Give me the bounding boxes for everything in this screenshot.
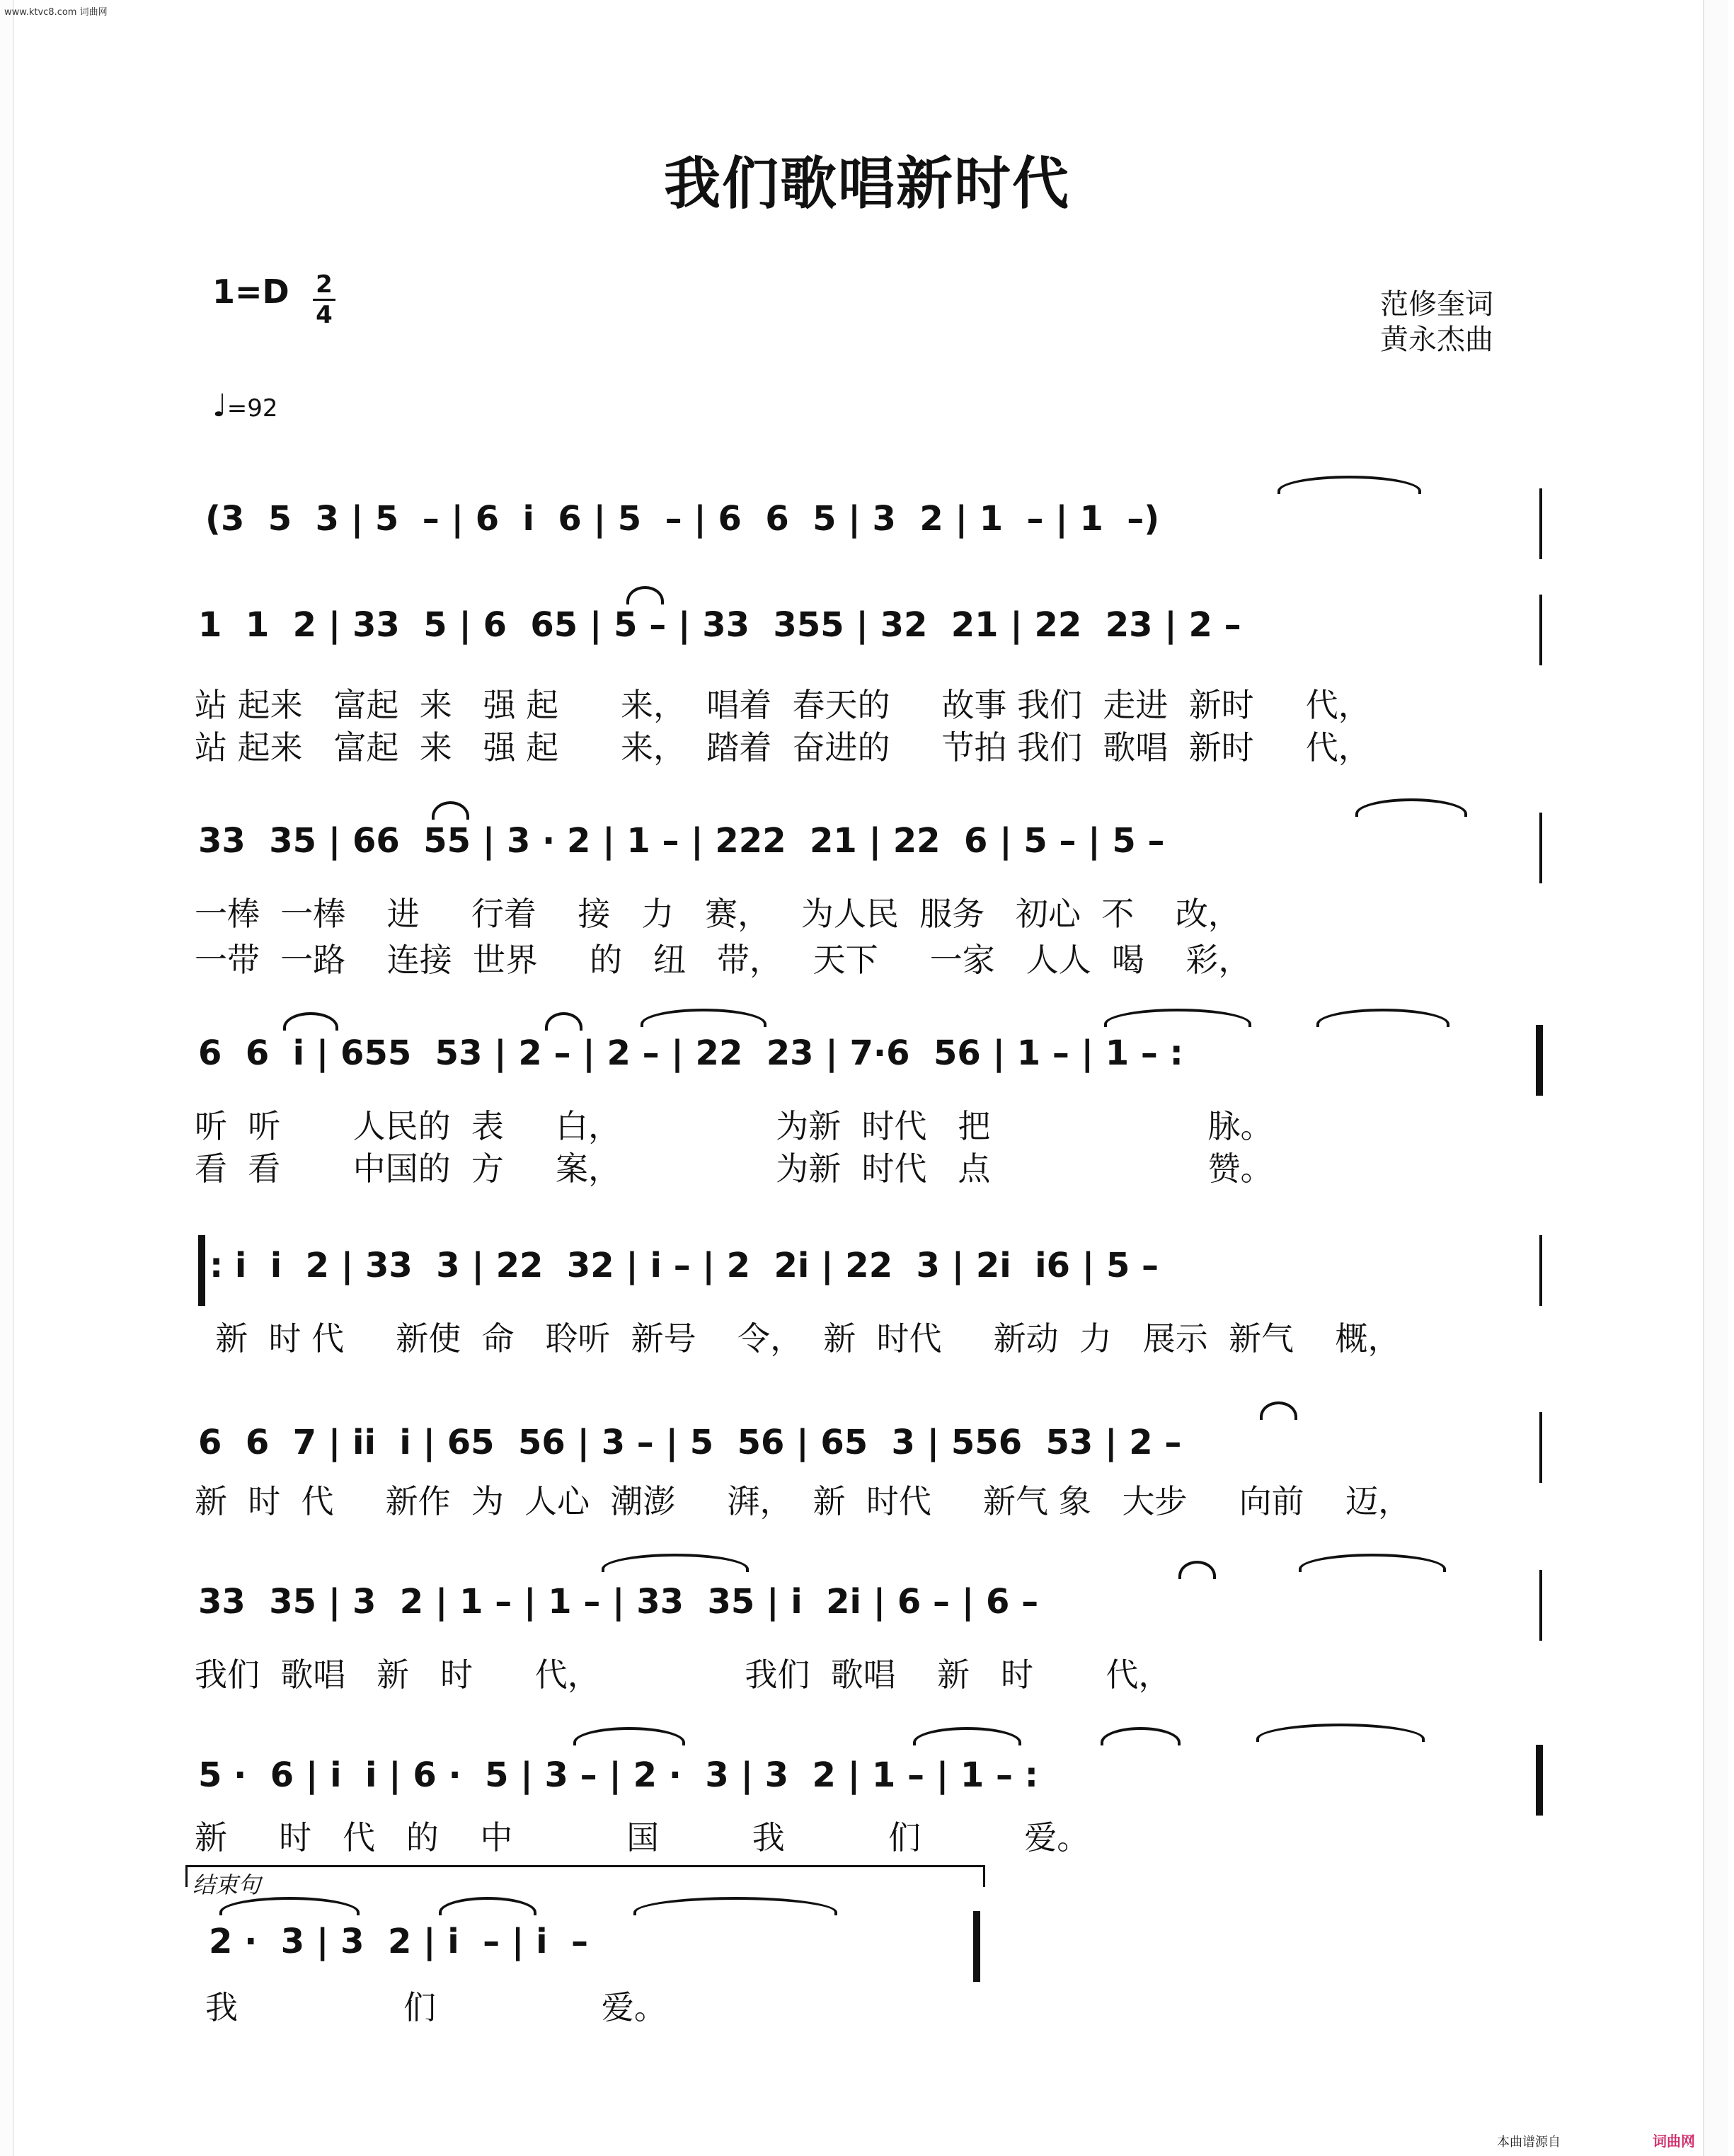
tie	[1178, 1561, 1216, 1579]
tempo-marking	[212, 388, 278, 424]
ending-notes: 2 · 3 | 3 2 | i – | i –	[209, 1922, 588, 1961]
tie	[1277, 476, 1421, 494]
final-barline	[973, 1911, 980, 1982]
tie	[1316, 1009, 1449, 1027]
system-8-notes: 5 · 6 | i i | 6 · 5 | 3 – | 2 · 3 | 3 2 | 1 – | 1 – :	[198, 1755, 1038, 1795]
song-title: 我们歌唱新时代	[664, 150, 1070, 217]
tie	[1256, 1724, 1425, 1742]
system-1-notes: (3 5 3 | 5 – | 6 i 6 | 5 – | 6 6 5 | 3 2 | 1 – | 1 –)	[205, 499, 1160, 539]
credits	[1380, 287, 1493, 357]
tie	[1299, 1554, 1446, 1572]
ending-label: 结束句	[193, 1871, 261, 1898]
composer: 黄永杰曲	[1380, 323, 1493, 356]
tie	[626, 586, 664, 604]
tie	[1355, 798, 1467, 817]
system-5-lyric: 新 时 代 新使 命 聆听 新号 令， 新 时代 新动 力 展示 新气 概，	[195, 1319, 1401, 1358]
tempo-value: =92	[226, 394, 278, 423]
page-edge-left	[0, 0, 14, 2156]
tie	[1101, 1727, 1181, 1745]
system-2-notes: 1 1 2 | 33 5 | 6 65 | 5 – | 33 355 | 32 21 | 22 23 | 2 –	[198, 605, 1241, 645]
tie	[573, 1727, 685, 1745]
key-signature: 1=D	[212, 273, 289, 311]
repeat-end-barline	[1536, 1025, 1543, 1096]
tie	[633, 1897, 837, 1915]
tie	[602, 1554, 749, 1572]
tie	[1104, 1009, 1251, 1027]
tie	[283, 1012, 338, 1031]
site-watermark-top: www.ktvc8.com 词曲网	[4, 7, 108, 18]
barline	[1539, 595, 1542, 665]
lyricist: 范修奎词	[1380, 288, 1493, 321]
time-numerator: 2	[316, 270, 333, 299]
system-3-notes: 33 35 | 66 55 | 3 · 2 | 1 – | 222 21 | 22 6 | 5 – | 5 –	[198, 821, 1165, 861]
system-4-notes: 6 6 i | 655 53 | 2 – | 2 – | 22 23 | 7·6 56 | 1 – | 1 – :	[198, 1033, 1183, 1073]
system-7-lyric: 我们 歌唱 新 时 代， 我们 歌唱 新 时 代，	[195, 1656, 1171, 1694]
tie	[545, 1012, 582, 1031]
system-3-lyric-verse-1: 一棒 一棒 进 行着 接 力 赛， 为人民 服务 初心 不 改，	[195, 895, 1241, 933]
barline	[1539, 488, 1542, 559]
barline	[1539, 1235, 1542, 1306]
system-4-lyric-verse-2: 看 看 中国的 方 案， 为新 时代 点 赞。	[195, 1149, 1273, 1188]
tie	[913, 1727, 1021, 1745]
system-5-notes: : i i 2 | 33 3 | 22 32 | i – | 2 2i | 22 3 | 2i i6 | 5 –	[209, 1246, 1159, 1285]
system-2-lyric-verse-1: 站 起来 富起 来 强 起 来， 唱着 春天的 故事 我们 走进 新时 代，	[195, 686, 1371, 724]
time-denominator: 4	[316, 301, 333, 329]
barline	[1539, 813, 1542, 883]
system-6-lyric: 新 时 代 新作 为 人心 潮澎 湃， 新 时代 新气 象 大步 向前 迈，	[195, 1482, 1411, 1520]
barline	[1539, 1570, 1542, 1641]
tie	[432, 801, 469, 820]
tie	[641, 1009, 766, 1027]
system-3-lyric-verse-2: 一带 一路 连接 世界 的 纽 带， 天下 一家 人人 喝 彩，	[195, 941, 1251, 979]
quarter-note-icon: ♩	[212, 388, 227, 424]
tie	[1260, 1401, 1297, 1420]
ending-bracket	[185, 1865, 985, 1887]
repeat-end-barline	[1536, 1745, 1543, 1816]
ending-lyric: 我 们 爱。	[205, 1988, 667, 2026]
time-signature	[311, 270, 337, 329]
footer-source: 本曲谱源自	[1497, 2135, 1561, 2150]
system-2-lyric-verse-2: 站 起来 富起 来 强 起 来， 踏着 奋进的 节拍 我们 歌唱 新时 代，	[195, 728, 1371, 767]
system-6-notes: 6 6 7 | ii i | 65 56 | 3 – | 5 56 | 65 3 | 556 53 | 2 –	[198, 1423, 1182, 1462]
repeat-start-barline	[198, 1235, 205, 1306]
system-7-notes: 33 35 | 3 2 | 1 – | 1 – | 33 35 | i 2i | 6 – | 6 –	[198, 1582, 1039, 1622]
page-edge-right	[1703, 0, 1728, 2156]
system-8-lyric: 新 时 代 的 中 国 我 们 爱。	[195, 1818, 1090, 1857]
barline	[1539, 1412, 1542, 1483]
tie	[439, 1897, 536, 1915]
footer-site-logo: 词曲网	[1653, 2133, 1695, 2150]
system-4-lyric-verse-1: 听 听 人民的 表 白， 为新 时代 把 脉。	[195, 1107, 1273, 1145]
